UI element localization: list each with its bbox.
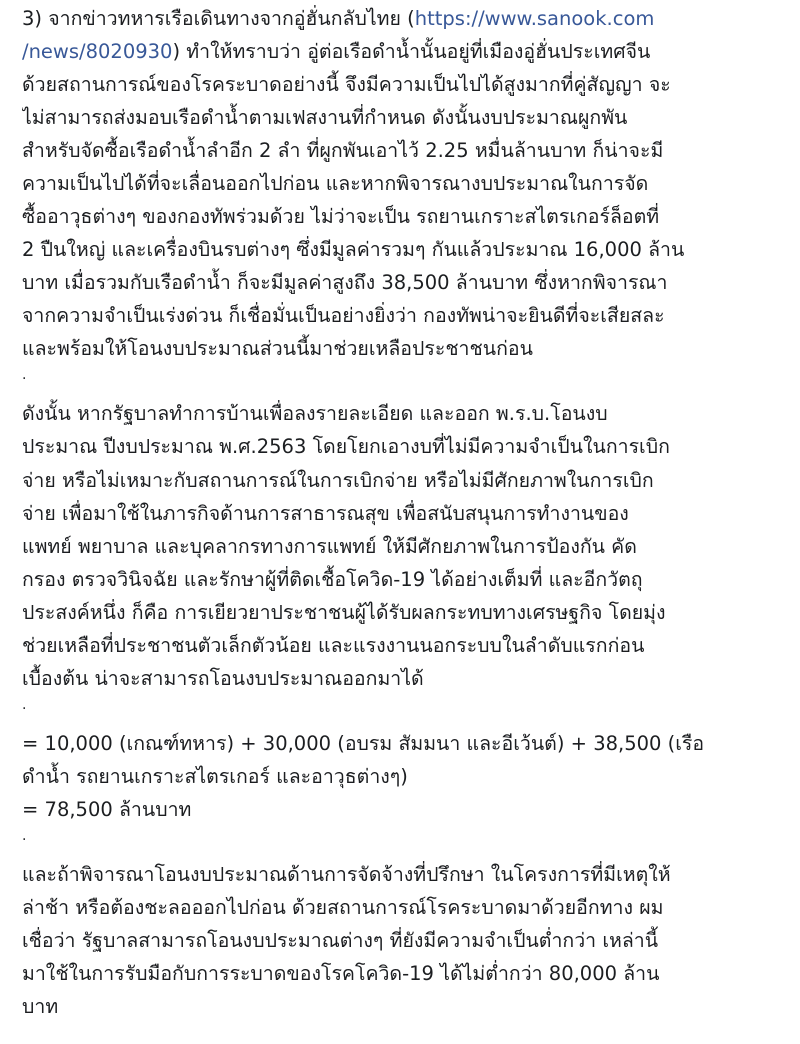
- text-line: บาท เมื่อรวมกับเรือดำน้ำ ก็จะมีมูลค่าสูงถึง 38,500 ล้านบาท ซึ่งหากพิจารณา: [22, 271, 668, 294]
- text-line: จากความจำเป็นเร่งด่วน ก็เชื่อมั่นเป็นอย่างยิ่งว่า กองทัพน่าจะยินดีที่จะเสียสละ: [22, 304, 665, 327]
- text-line: ไม่สามารถส่งมอบเรือดำน้ำตามเฟสงานที่กำหนด ดังนั้นงบประมาณผูกพัน: [22, 106, 628, 129]
- text-line: บาท: [22, 995, 59, 1018]
- text-line: เชื่อว่า รัฐบาลสามารถโอนงบประมาณต่างๆ ที่ยังมีความจำเป็นต่ำกว่า เหล่านี้: [22, 929, 659, 952]
- paragraph-2: [22, 397, 786, 695]
- calculation-block: [22, 727, 786, 826]
- text-line: เบื้องต้น น่าจะสามารถโอนงบประมาณออกมาได้: [22, 667, 424, 690]
- paragraph-separator: .: [22, 697, 27, 713]
- calculation-total: = 78,500 ล้านบาท: [22, 798, 192, 821]
- text-line: ประมาณ ปีงบประมาณ พ.ศ.2563 โดยโยกเอางบที่ไม่มีความจำเป็นในการเบิก: [22, 435, 670, 458]
- text-line: ประสงค์หนึ่ง ก็คือ การเยียวยาประชาชนผู้ได้รับผลกระทบทางเศรษฐกิจ โดยมุ่ง: [22, 601, 666, 624]
- text-segment: ) ทำให้ทราบว่า อู่ต่อเรือดำน้ำนั้นอยู่ที่เมืองอู่ฮั่นประเทศจีน: [172, 40, 651, 63]
- news-link-continued[interactable]: /news/8020930: [22, 40, 173, 63]
- text-line: ดังนั้น หากรัฐบาลทำการบ้านเพื่อลงรายละเอียด และออก พ.ร.บ.โอนงบ: [22, 402, 608, 425]
- paragraph-separator: .: [22, 367, 27, 383]
- text-line: [22, 35, 786, 68]
- text-line: ความเป็นไปได้ที่จะเลื่อนออกไปก่อน และหากพิจารณางบประมาณในการจัด: [22, 172, 649, 195]
- text-line: มาใช้ในการรับมือกับการระบาดของโรคโควิด-19 ได้ไม่ต่ำกว่า 80,000 ล้าน: [22, 962, 660, 985]
- text-line: ช่วยเหลือที่ประชาชนตัวเล็กตัวน้อย และแรงงานนอกระบบในลำดับแรกก่อน: [22, 634, 645, 657]
- text-line: แพทย์ พยาบาล และบุคลากรทางการแพทย์ ให้มีศักยภาพในการป้องกัน คัด: [22, 535, 637, 558]
- text-line: สำหรับจัดซื้อเรือดำน้ำลำอีก 2 ลำ ที่ผูกพันเอาไว้ 2.25 หมื่นล้านบาท ก็น่าจะมี: [22, 139, 664, 162]
- text-line: และพร้อมให้โอนงบประมาณส่วนนี้มาช่วยเหลือประชาชนก่อน: [22, 337, 533, 360]
- text-segment: 3) จากข่าวทหารเรือเดินทางจากอู่ฮั่นกลับไทย (: [22, 7, 415, 30]
- text-line: จ่าย เพื่อมาใช้ในภารกิจด้านการสาธารณสุข เพื่อสนับสนุนการทำงานของ: [22, 502, 629, 525]
- text-line: ซื้ออาวุธต่างๆ ของกองทัพร่วมด้วย ไม่ว่าจะเป็น รถยานเกราะสไตรเกอร์ล็อตที่: [22, 205, 660, 228]
- paragraph-1: [22, 2, 786, 365]
- text-line: [22, 2, 786, 35]
- text-line: ล่าช้า หรือต้องชะลอออกไปก่อน ด้วยสถานการณ์โรคระบาดมาด้วยอีกทาง ผม: [22, 896, 664, 919]
- text-line: 2 ปืนใหญ่ และเครื่องบินรบต่างๆ ซึ่งมีมูลค่ารวมๆ กันแล้วประมาณ 16,000 ล้าน: [22, 238, 685, 261]
- news-link[interactable]: https://www.sanook.com: [414, 7, 655, 30]
- paragraph-3: [22, 858, 786, 1023]
- calculation-line: ดำน้ำ รถยานเกราะสไตรเกอร์ และอาวุธต่างๆ): [22, 765, 408, 788]
- text-line: กรอง ตรวจวินิจฉัย และรักษาผู้ที่ติดเชื้อโควิด-19 ได้อย่างเต็มที่ และอีกวัตถุ: [22, 568, 643, 591]
- text-line: ด้วยสถานการณ์ของโรคระบาดอย่างนี้ จึงมีความเป็นไปได้สูงมากที่คู่สัญญา จะ: [22, 73, 671, 96]
- text-line: และถ้าพิจารณาโอนงบประมาณด้านการจัดจ้างที่ปรึกษา ในโครงการที่มีเหตุให้: [22, 863, 671, 886]
- text-line: จ่าย หรือไม่เหมาะกับสถานการณ์ในการเบิกจ่าย หรือไม่มีศักยภาพในการเบิก: [22, 469, 654, 492]
- paragraph-separator: .: [22, 828, 27, 844]
- calculation-line: = 10,000 (เกณฑ์ทหาร) + 30,000 (อบรม สัมมนา และอีเว้นต์) + 38,500 (เรือ: [22, 732, 705, 755]
